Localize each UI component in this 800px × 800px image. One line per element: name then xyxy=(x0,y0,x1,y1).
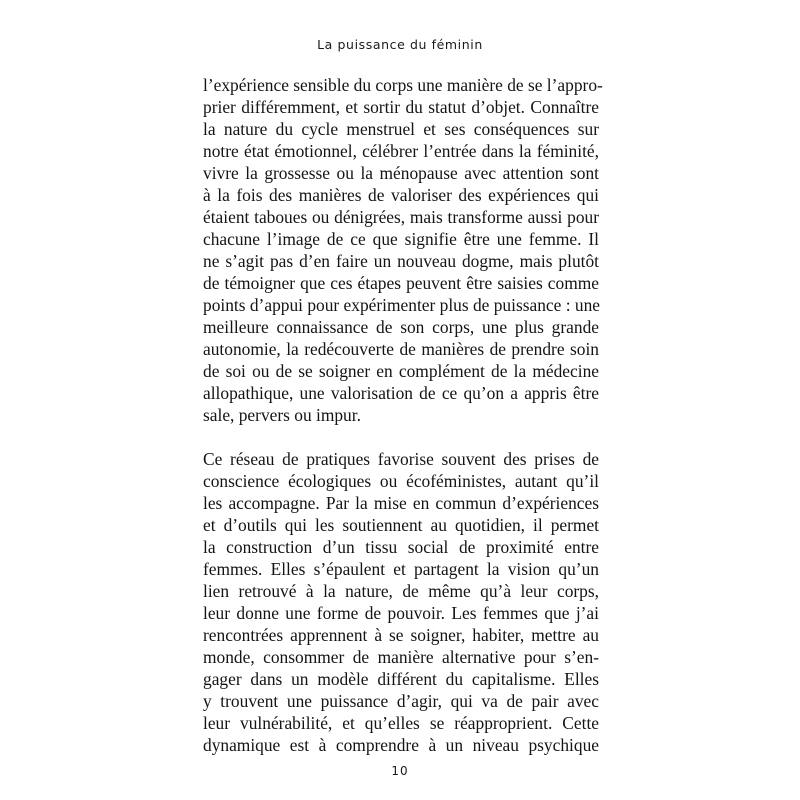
text-line: lien retrouvé à la nature, de même qu’à leur corps, xyxy=(203,581,599,601)
text-line: notre état émotionnel, célébrer l’entrée dans la féminité, xyxy=(203,141,599,161)
text-line: de témoigner que ces étapes peuvent être saisies comme xyxy=(203,273,599,293)
text-line: chacune l’image de ce que signifie être une femme. Il xyxy=(203,229,599,249)
text-line: l’expérience sensible du corps une manière de se l’appro- xyxy=(203,75,603,95)
text-line: à la fois des manières de valoriser des expériences qui xyxy=(203,185,599,205)
text-line: leur vulnérabilité, et qu’elles se réapproprient. Cette xyxy=(203,713,599,733)
text-line: sale, pervers ou impur. xyxy=(203,405,361,425)
text-line: la construction d’un tissu social de proximité entre xyxy=(203,537,599,557)
text-line: monde, consommer de manière alternative pour s’en- xyxy=(203,647,599,667)
text-line: autonomie, la redécouverte de manières de prendre soin xyxy=(203,339,599,359)
body-text xyxy=(203,74,603,756)
text-line: vivre la grossesse ou la ménopause avec attention sont xyxy=(203,163,599,183)
text-line: y trouvent une puissance d’agir, qui va de pair avec xyxy=(203,691,599,711)
text-line: prier différemment, et sortir du statut d’objet. Connaître xyxy=(203,97,599,117)
text-line: points d’appui pour expérimenter plus de puissance : une xyxy=(203,295,600,315)
text-line: de soi ou de se soigner en complément de la médecine xyxy=(203,361,599,381)
text-line: meilleure connaissance de son corps, une plus grande xyxy=(203,317,599,337)
page-number: 10 xyxy=(391,764,409,778)
paragraph-2 xyxy=(203,448,599,756)
text-line: dynamique est à comprendre à un niveau psychique xyxy=(203,735,599,755)
text-line: étaient taboues ou dénigrées, mais transforme aussi pour xyxy=(203,207,599,227)
text-line: et d’outils qui les soutiennent au quotidien, il permet xyxy=(203,515,599,535)
text-line: les accompagne. Par la mise en commun d’expériences xyxy=(203,493,599,513)
running-head: La puissance du féminin xyxy=(317,37,483,52)
text-line: leur donne une forme de pouvoir. Les femmes que j’ai xyxy=(203,603,599,623)
text-line: allopathique, une valorisation de ce qu’on a appris être xyxy=(203,383,599,403)
paragraph-1 xyxy=(203,74,603,426)
text-line: ne s’agit pas d’en faire un nouveau dogme, mais plutôt xyxy=(203,251,599,271)
text-line: rencontrées apprennent à se soigner, habiter, mettre au xyxy=(203,625,599,645)
text-line: femmes. Elles s’épaulent et partagent la vision qu’un xyxy=(203,559,599,579)
text-line: Ce réseau de pratiques favorise souvent des prises de xyxy=(203,449,599,469)
text-line: conscience écologiques ou écoféministes, autant qu’il xyxy=(203,471,599,491)
text-line: gager dans un modèle différent du capitalisme. Elles xyxy=(203,669,599,689)
text-line: la nature du cycle menstruel et ses conséquences sur xyxy=(203,119,599,139)
